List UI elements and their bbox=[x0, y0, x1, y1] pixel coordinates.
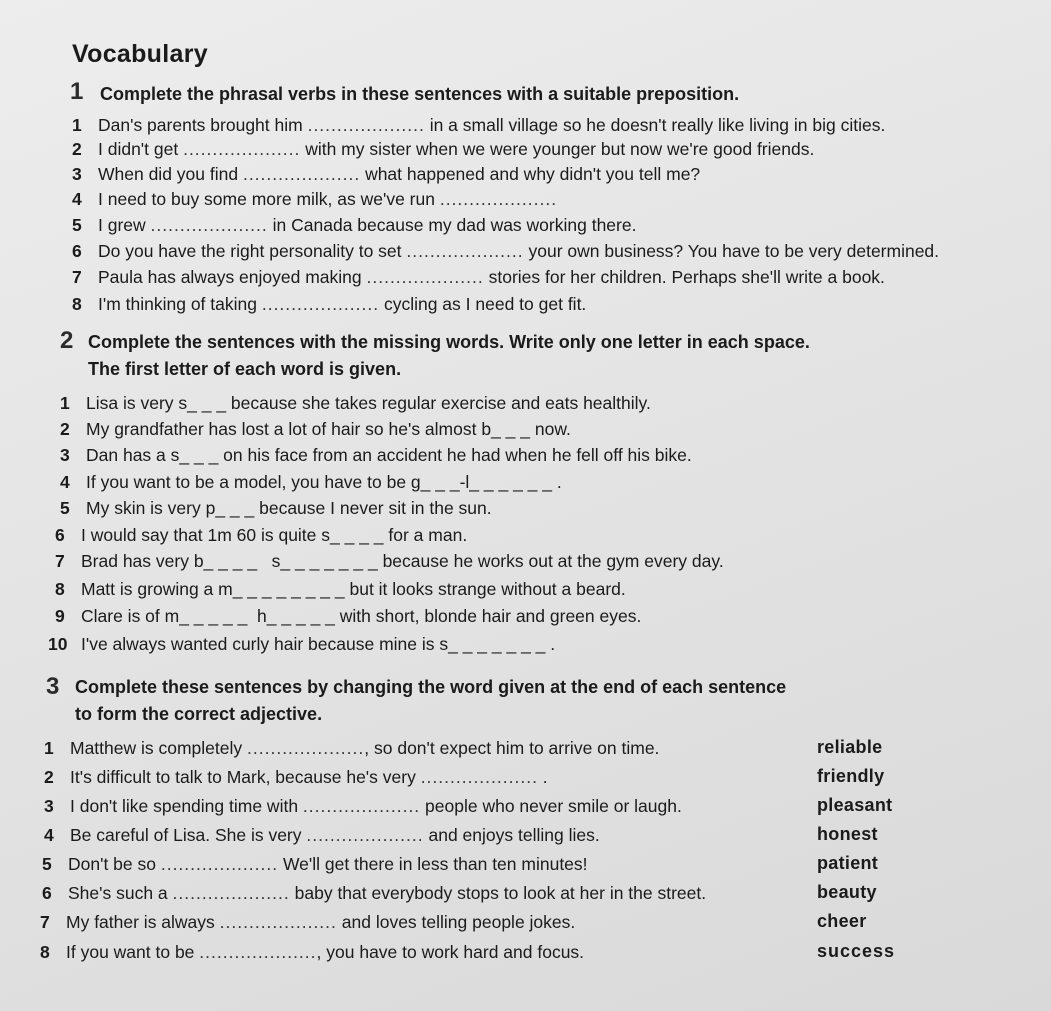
exercise-2-instruction-line2: The first letter of each word is given. bbox=[88, 359, 402, 379]
ex1-item-8: 8 I'm thinking of taking .................... cycling as I need to get fit. bbox=[72, 294, 587, 314]
answer-blank[interactable]: .................... bbox=[199, 942, 317, 962]
given-word-6: beauty bbox=[817, 882, 877, 902]
ex1-item-4: 4 I need to buy some more milk, as we've run .................... bbox=[72, 189, 558, 209]
given-word-7: cheer bbox=[817, 911, 867, 931]
given-word-5: patient bbox=[817, 853, 879, 873]
ex1-item-1: 1 Dan's parents brought him .................... in a small village so he doesn't really like living in big cities. bbox=[72, 115, 886, 135]
ex1-item-5: 5 I grew .................... in Canada because my dad was working there. bbox=[72, 215, 637, 235]
given-word-1: reliable bbox=[817, 737, 883, 757]
page-title: Vocabulary bbox=[72, 40, 208, 68]
ex2-item-6: 6 I would say that 1m 60 is quite s_ _ _ _ for a man. bbox=[55, 525, 468, 545]
ex3-item-6: 6 She's such a .................... baby that everybody stops to look at her in the street. bbox=[42, 883, 707, 903]
given-word-3: pleasant bbox=[817, 795, 893, 815]
exercise-1-instruction: Complete the phrasal verbs in these sentences with a suitable preposition. bbox=[100, 84, 740, 104]
answer-blank[interactable]: .................... bbox=[172, 883, 290, 903]
ex1-item-7: 7 Paula has always enjoyed making .................... stories for her children. Perhaps she'll write a book. bbox=[72, 267, 885, 287]
exercise-3-number: 3 bbox=[46, 673, 60, 700]
ex2-item-9: 9 Clare is of m_ _ _ _ _ h_ _ _ _ _ with short, blonde hair and green eyes. bbox=[55, 606, 642, 626]
exercise-3-instruction-line1: Complete these sentences by changing the word given at the end of each sentence bbox=[75, 677, 787, 697]
ex2-item-10: 10 I've always wanted curly hair because mine is s_ _ _ _ _ _ _ . bbox=[48, 634, 556, 654]
exercise-2-instruction-line1: Complete the sentences with the missing words. Write only one letter in each space. bbox=[88, 332, 810, 352]
ex1-item-3: 3 When did you find .................... what happened and why didn't you tell me? bbox=[72, 164, 701, 184]
answer-blank[interactable]: .................... bbox=[439, 189, 558, 209]
ex2-item-7: 7 Brad has very b_ _ _ _ s_ _ _ _ _ _ _ because he works out at the gym every day. bbox=[55, 551, 724, 571]
exercise-1-number: 1 bbox=[70, 78, 84, 105]
ex1-item-2: 2 I didn't get .................... with my sister when we were younger but now we're good friends. bbox=[72, 139, 815, 159]
ex2-item-5: 5 My skin is very p_ _ _ because I never sit in the sun. bbox=[60, 498, 492, 518]
ex2-item-4: 4 If you want to be a model, you have to be g_ _ _-l_ _ _ _ _ _ . bbox=[60, 472, 562, 492]
answer-blank[interactable]: .................... bbox=[420, 767, 538, 787]
given-word-4: honest bbox=[817, 824, 878, 844]
answer-blank[interactable]: .................... bbox=[366, 267, 484, 287]
given-word-8: success bbox=[817, 941, 896, 961]
exercise-3-instruction-line2: to form the correct adjective. bbox=[75, 704, 323, 724]
answer-blank[interactable]: .................... bbox=[307, 115, 425, 135]
answer-blank[interactable]: .................... bbox=[242, 164, 361, 184]
answer-blank[interactable]: .................... bbox=[219, 912, 337, 932]
answer-blank[interactable]: .................... bbox=[247, 738, 365, 758]
ex3-item-4: 4 Be careful of Lisa. She is very .................... and enjoys telling lies. bbox=[44, 825, 600, 845]
answer-blank[interactable]: .................... bbox=[183, 139, 301, 159]
given-word-2: friendly bbox=[817, 766, 885, 786]
ex3-item-7: 7 My father is always .................... and loves telling people jokes. bbox=[40, 912, 576, 932]
ex2-item-8: 8 Matt is growing a m_ _ _ _ _ _ _ _ but it looks strange without a beard. bbox=[55, 579, 626, 599]
ex3-item-3: 3 I don't like spending time with .................... people who never smile or laugh. bbox=[44, 796, 682, 816]
ex3-item-1: 1 Matthew is completely ...................., so don't expect him to arrive on time. bbox=[44, 738, 660, 758]
ex2-item-2: 2 My grandfather has lost a lot of hair so he's almost b_ _ _ now. bbox=[60, 419, 571, 439]
ex3-item-5: 5 Don't be so .................... We'll get there in less than ten minutes! bbox=[42, 854, 588, 874]
ex2-item-3: 3 Dan has a s_ _ _ on his face from an accident he had when he fell off his bike. bbox=[60, 445, 692, 465]
ex3-item-8: 8 If you want to be ...................., you have to work hard and focus. bbox=[40, 942, 585, 962]
answer-blank[interactable]: .................... bbox=[306, 825, 424, 845]
answer-blank[interactable]: .................... bbox=[406, 241, 524, 261]
answer-blank[interactable]: .................... bbox=[302, 796, 421, 816]
ex3-item-2: 2 It's difficult to talk to Mark, because he's very .................... . bbox=[44, 767, 548, 787]
answer-blank[interactable]: .................... bbox=[261, 294, 380, 314]
ex1-item-6: 6 Do you have the right personality to set .................... your own business? You have to be very determined. bbox=[72, 241, 940, 261]
answer-blank[interactable]: .................... bbox=[150, 215, 268, 235]
ex2-item-1: 1 Lisa is very s_ _ _ because she takes regular exercise and eats healthily. bbox=[60, 393, 651, 413]
answer-blank[interactable]: .................... bbox=[160, 854, 279, 874]
exercise-2-number: 2 bbox=[60, 327, 74, 354]
